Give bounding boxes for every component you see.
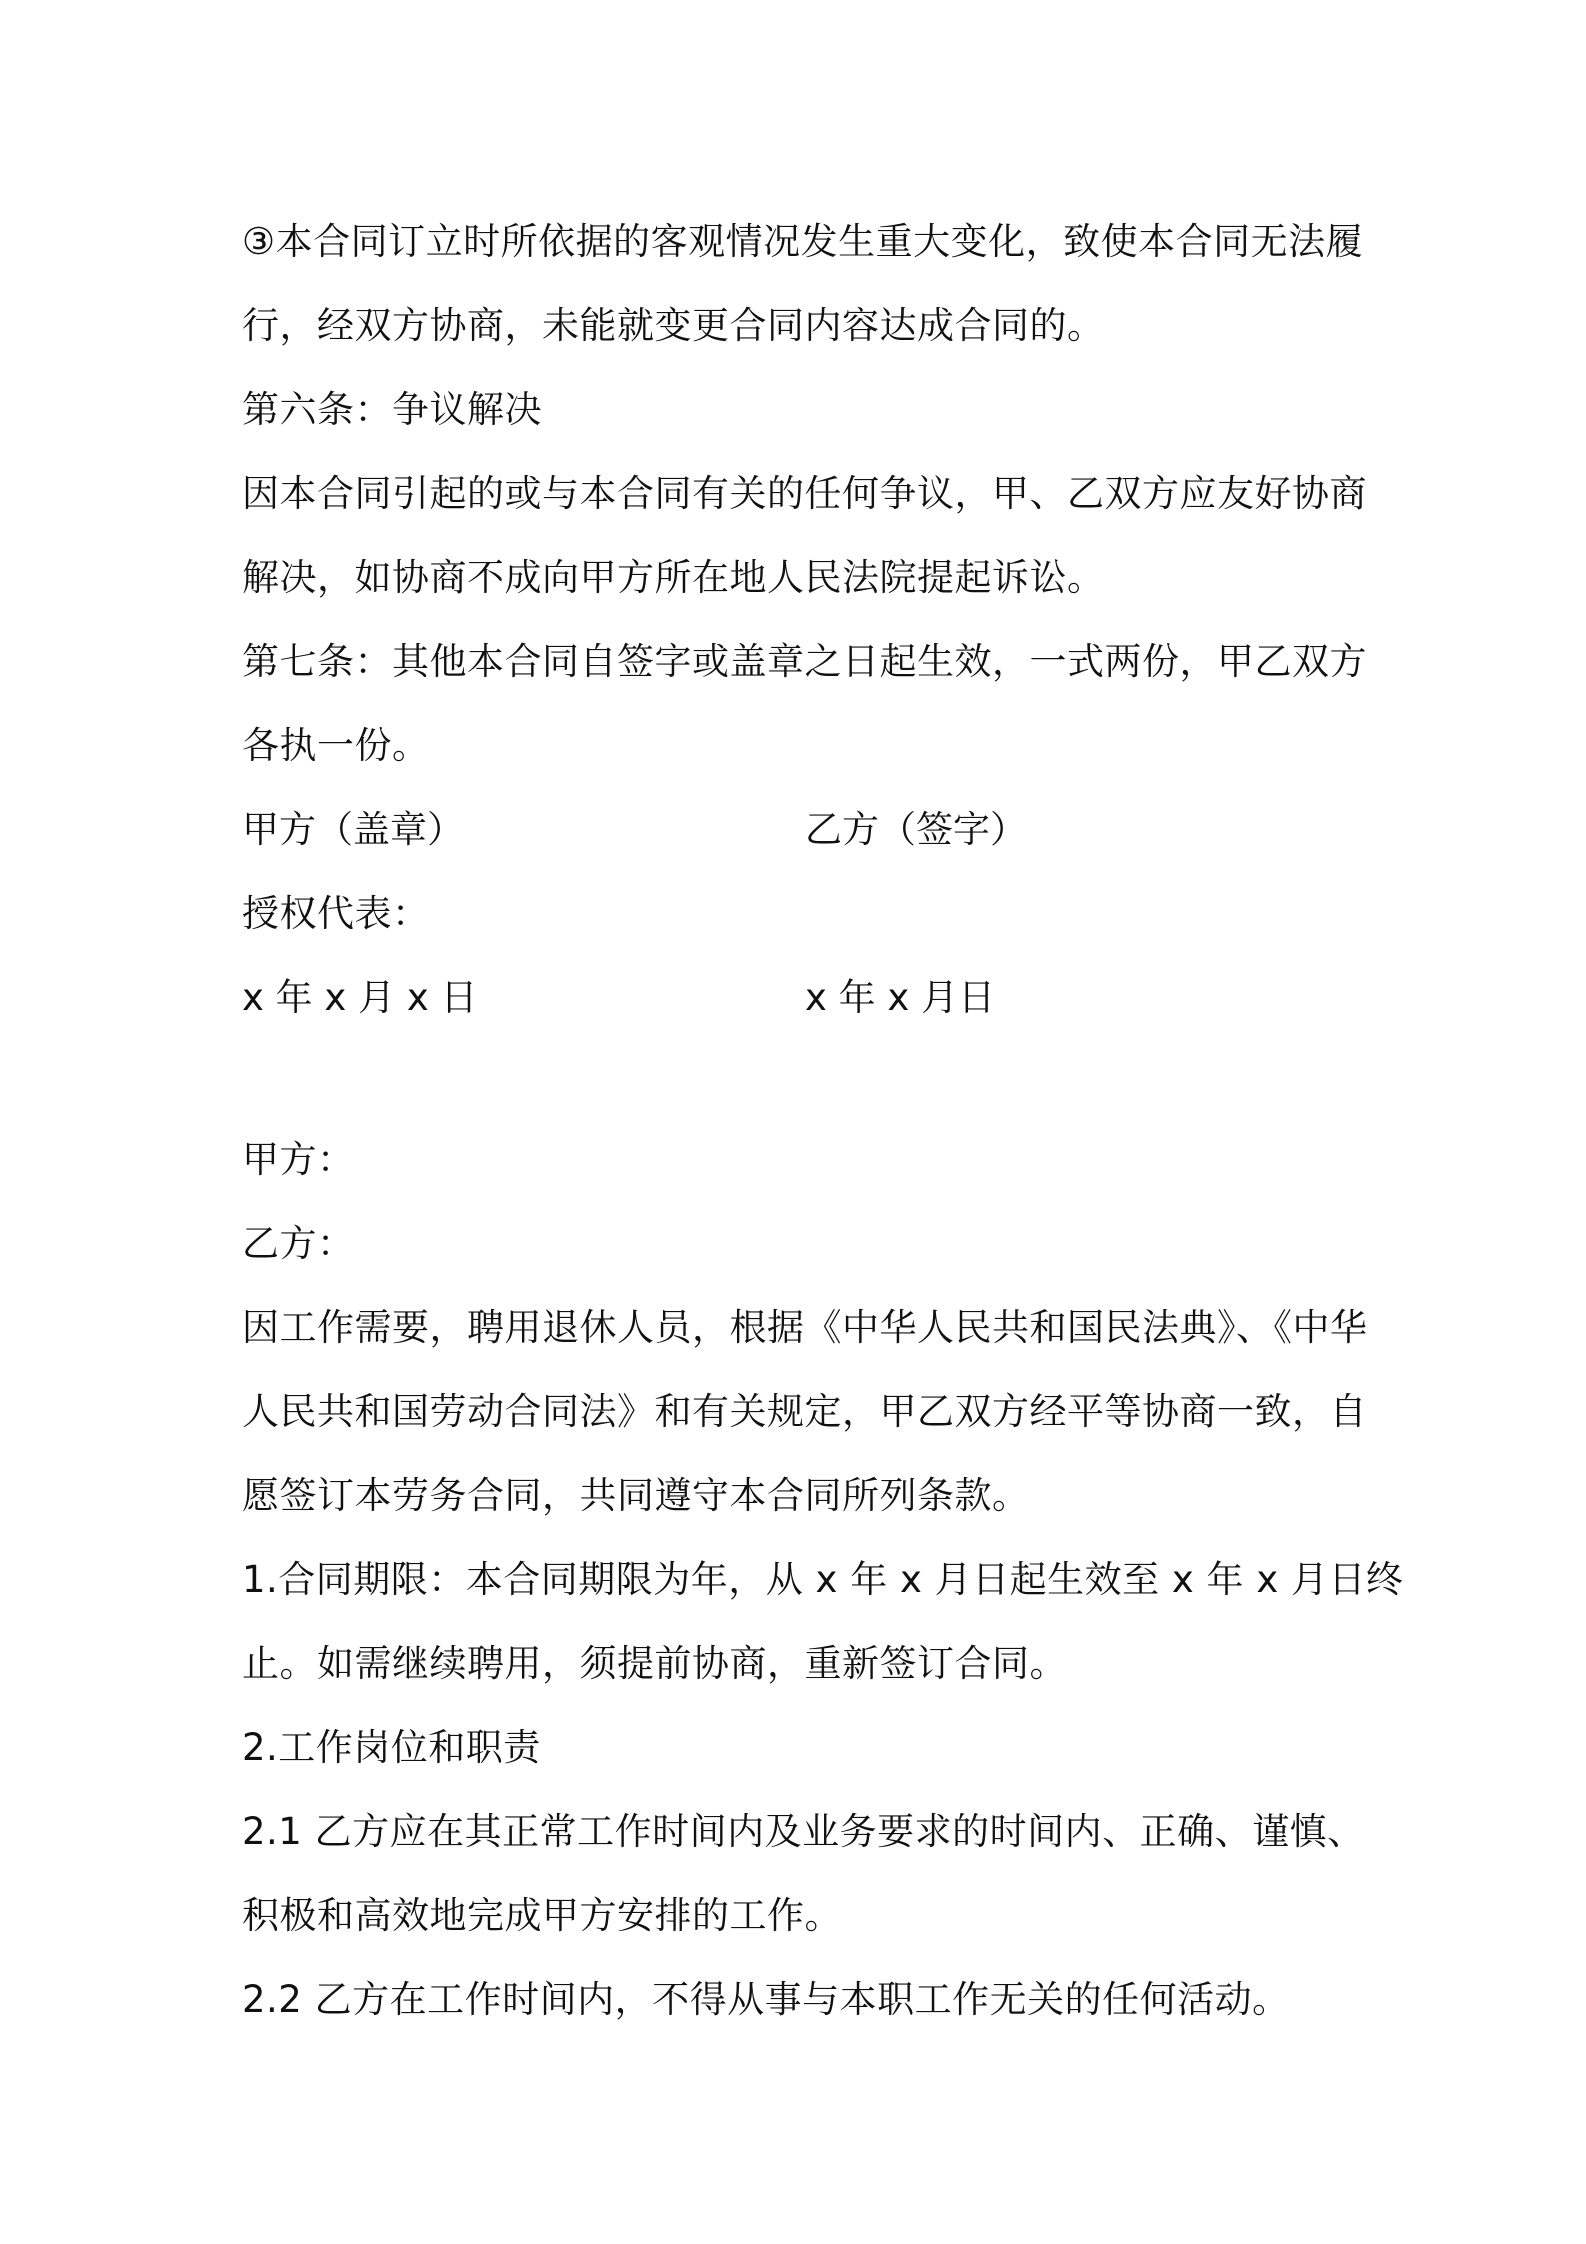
preamble-line: 人民共和国劳动合同法》和有关规定，甲乙双方经平等协商一致，自	[242, 1390, 1367, 1433]
document-body	[242, 200, 1404, 2042]
dispute-paragraph-line: 解决，如协商不成向甲方所在地人民法院提起诉讼。	[242, 556, 1105, 599]
term-clause-line: 1.合同期限：本合同期限为年，从 x 年 x 月日起生效至 x 年 x 月日终	[242, 1558, 1404, 1601]
duty-2-1-line: 积极和高效地完成甲方安排的工作。	[242, 1894, 842, 1937]
article-6-heading: 第六条：争议解决	[242, 388, 542, 431]
authorized-rep-label: 授权代表：	[242, 892, 430, 935]
article-7-line: 各执一份。	[242, 724, 430, 767]
duty-2-2-line: 2.2 乙方在工作时间内，不得从事与本职工作无关的任何活动。	[242, 1978, 1290, 2021]
party-a-label: 甲方：	[242, 1138, 355, 1181]
clause-paragraph-line: 行，经双方协商，未能就变更合同内容达成合同的。	[242, 304, 1105, 347]
date-row	[242, 956, 1362, 1040]
party-b-sign-label: 乙方（签字）	[805, 808, 1027, 851]
party-a-stamp-label: 甲方（盖章）	[242, 808, 464, 851]
dispute-paragraph-line: 因本合同引起的或与本合同有关的任何争议，甲、乙双方应友好协商	[242, 472, 1367, 515]
preamble-line: 因工作需要，聘用退休人员，根据《中华人民共和国民法典》、《中华	[242, 1306, 1368, 1349]
party-b-label: 乙方：	[242, 1222, 355, 1265]
clause-paragraph-line: ③本合同订立时所依据的客观情况发生重大变化，致使本合同无法履	[242, 220, 1364, 263]
duties-heading: 2.工作岗位和职责	[242, 1726, 541, 1769]
duty-2-1-line: 2.1 乙方应在其正常工作时间内及业务要求的时间内、正确、谨慎、	[242, 1810, 1365, 1853]
term-clause-line: 止。如需继续聘用，须提前协商，重新签订合同。	[242, 1642, 1067, 1685]
article-7-line: 第七条：其他本合同自签字或盖章之日起生效，一式两份，甲乙双方	[242, 640, 1367, 683]
party-a-date: x 年 x 月 x 日	[242, 976, 478, 1019]
signature-row	[242, 788, 1362, 872]
section-gap	[242, 1040, 1362, 1118]
preamble-line: 愿签订本劳务合同，共同遵守本合同所列条款。	[242, 1474, 1030, 1517]
party-b-date: x 年 x 月日	[805, 976, 996, 1019]
